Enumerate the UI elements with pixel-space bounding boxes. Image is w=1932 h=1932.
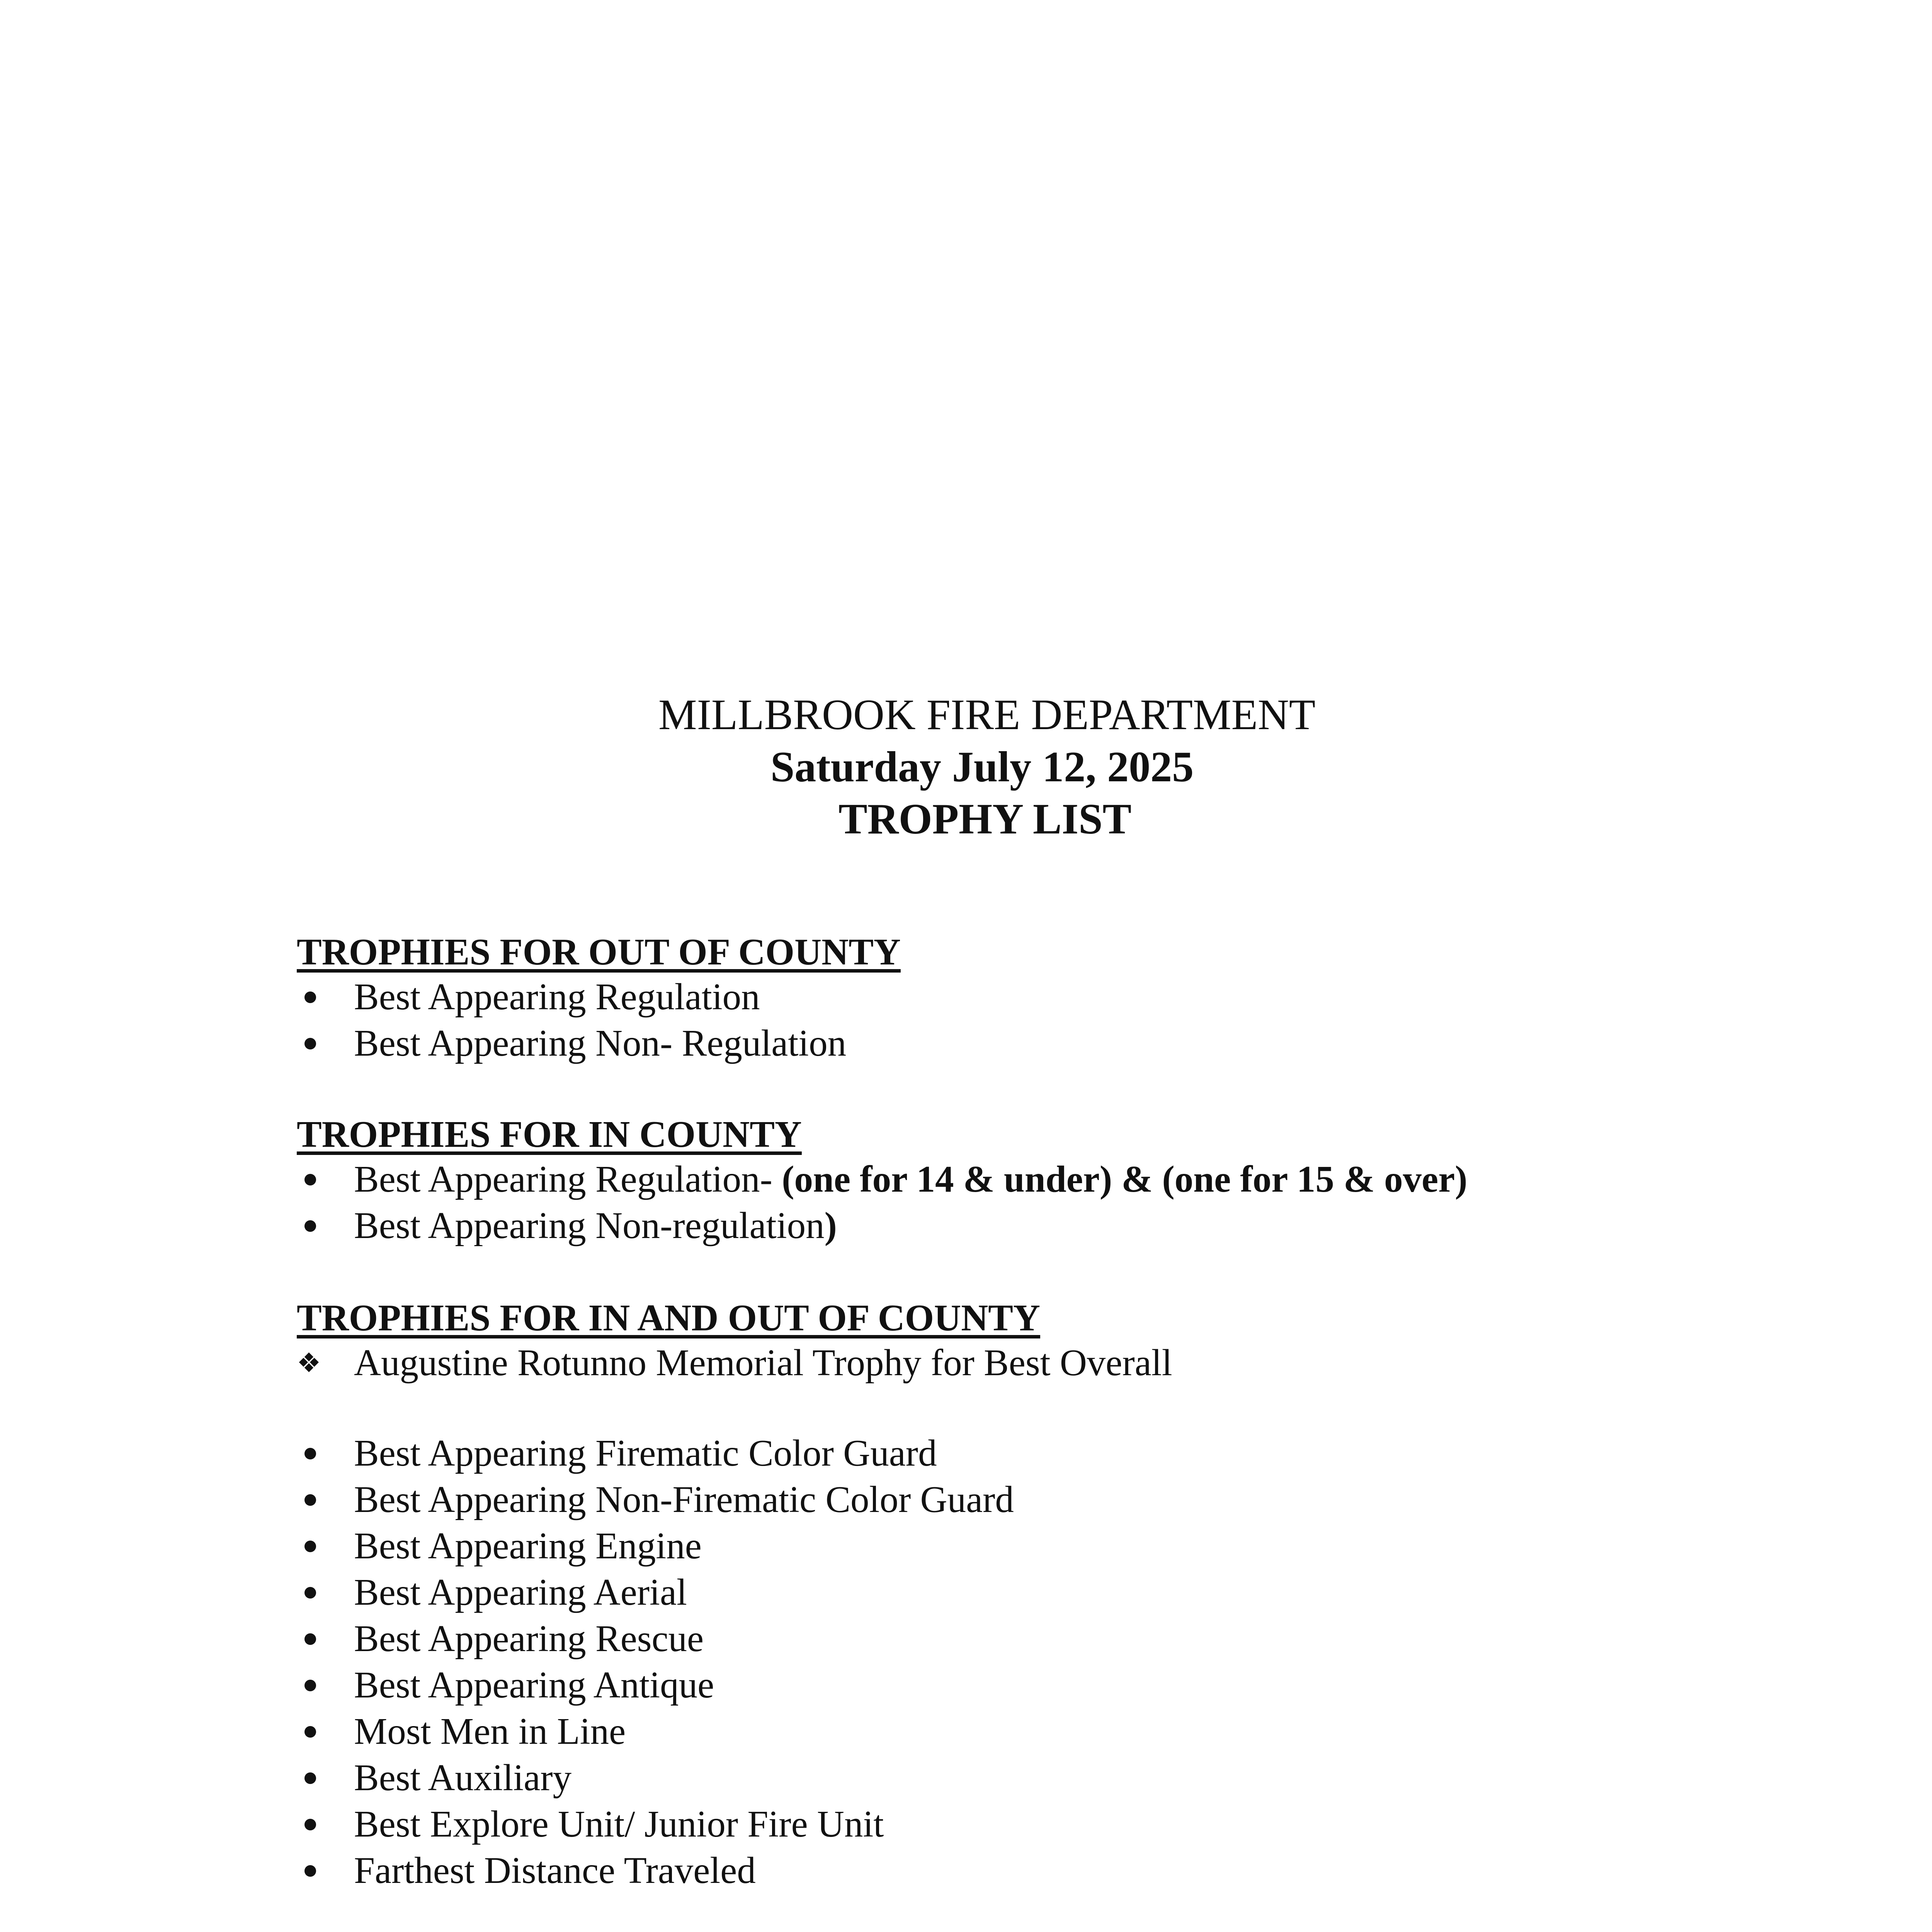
list-item bbox=[297, 1476, 1881, 1523]
list-spacer bbox=[297, 1386, 1881, 1430]
section-in-and-out-of-county bbox=[297, 1296, 1881, 1894]
trophy-list bbox=[297, 1156, 1881, 1249]
list-item bbox=[297, 1847, 1881, 1894]
item-label: Best Appearing Rescue bbox=[354, 1618, 704, 1659]
list-item bbox=[297, 1523, 1881, 1569]
section-out-of-county bbox=[297, 930, 1881, 1066]
item-label: Best Appearing Non-regulation bbox=[354, 1205, 825, 1246]
item-label: Best Appearing Engine bbox=[354, 1525, 702, 1566]
list-item bbox=[297, 1755, 1881, 1801]
list-item bbox=[297, 1708, 1881, 1755]
list-item bbox=[297, 1020, 1881, 1066]
item-label: Best Explore Unit/ Junior Fire Unit bbox=[354, 1803, 884, 1845]
list-item bbox=[297, 974, 1881, 1020]
item-label: Augustine Rotunno Memorial Trophy for Best Overall bbox=[354, 1342, 1172, 1383]
list-item bbox=[297, 1569, 1881, 1616]
document-subtitle: TROPHY LIST bbox=[838, 795, 1132, 843]
item-label: Best Appearing Antique bbox=[354, 1664, 714, 1706]
item-label: Best Appearing Aerial bbox=[354, 1571, 687, 1613]
list-item bbox=[297, 1662, 1881, 1708]
item-label: Best Auxiliary bbox=[354, 1757, 572, 1798]
list-item bbox=[297, 1202, 1881, 1249]
list-item bbox=[297, 1616, 1881, 1662]
four-diamond-bullet-icon: ❖ bbox=[297, 1347, 321, 1379]
special-trophy-list bbox=[297, 1340, 1881, 1386]
item-label: Best Appearing Regulation- bbox=[354, 1158, 782, 1200]
section-heading: TROPHIES FOR IN AND OUT OF COUNTY bbox=[297, 1297, 1041, 1338]
trophy-list bbox=[297, 974, 1881, 1066]
item-label: Best Appearing Non- Regulation bbox=[354, 1022, 847, 1064]
item-label: Most Men in Line bbox=[354, 1711, 626, 1752]
list-item bbox=[297, 1801, 1881, 1847]
list-item-special bbox=[297, 1340, 1881, 1386]
section-in-county bbox=[297, 1113, 1881, 1249]
trophy-list bbox=[297, 1430, 1881, 1894]
item-age-groups: (one for 14 & under) & (one for 15 & over) bbox=[782, 1158, 1468, 1200]
list-item bbox=[297, 1156, 1881, 1202]
section-heading: TROPHIES FOR IN COUNTY bbox=[297, 1114, 802, 1155]
item-label: Best Appearing Regulation bbox=[354, 976, 760, 1017]
department-title: MILLBROOK FIRE DEPARTMENT bbox=[658, 691, 1316, 739]
event-date: Saturday July 12, 2025 bbox=[770, 743, 1194, 791]
item-label: Best Appearing Firematic Color Guard bbox=[354, 1432, 937, 1474]
section-heading: TROPHIES FOR OUT OF COUNTY bbox=[297, 931, 901, 973]
item-label: Farthest Distance Traveled bbox=[354, 1850, 756, 1891]
list-item bbox=[297, 1430, 1881, 1476]
item-label: Best Appearing Non-Firematic Color Guard bbox=[354, 1479, 1014, 1520]
item-closing-paren: ) bbox=[824, 1205, 837, 1246]
